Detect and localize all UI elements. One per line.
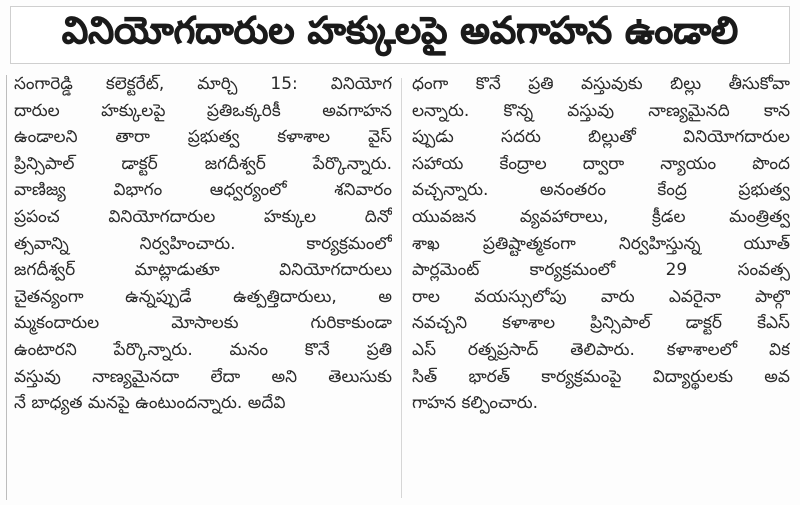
article-line: పార్లమెంట్ కార్యక్రమంలో 29 సంవత్స (412, 260, 790, 281)
article-line: సిత్ భారత్ కార్యక్రమంపై విద్యార్థులకు అవ (412, 366, 790, 387)
article-line: జగదీశ్వర్ మాట్లాడుతూ వినియోగదారులు (14, 260, 392, 281)
article-line: త్సవాన్ని నిర్వహించారు. కార్యక్రమంలో (14, 233, 392, 254)
article-line: లన్నారు. కొన్న వస్తువు నాణ్యమైనది కాన (412, 100, 790, 121)
article-line: వస్తువు నాణ్యమైనదా లేదా అని తెలుసుకు (14, 366, 392, 387)
article-line: ప్పుడు సదరు బిల్లుతో వినియోగదారుల (412, 127, 790, 148)
article-line: ఎస్ రత్నప్రసాద్ తెలిపారు. కళాశాలలో విక (412, 339, 790, 360)
article-line: వచ్చన్నారు. అనంతరం కేంద్ర ప్రభుత్వ (412, 180, 790, 201)
article-line: ప్రపంచ వినియోగదారుల హక్కుల దినో (14, 206, 392, 227)
article-line: సంగారెడ్డి కలెక్టరేట్, మార్చి 15: వినియోగ (14, 74, 392, 94)
article-line: సహాయ కేంద్రాల ద్వారా న్యాయం పొంద (412, 153, 790, 174)
article-line: శాఖ ప్రతిష్టాత్మకంగా నిర్వహిస్తున్న యూత్ (412, 233, 790, 254)
article-line: గాహన కల్పించారు. (412, 393, 539, 414)
article-line: మ్మకందారుల మోసాలకు గురికాకుండా (14, 313, 392, 334)
article-line: యువజన వ్యవహారాలు, క్రీడల మంత్రిత్వ (412, 206, 790, 227)
article-line: చైతన్యంగా ఉన్నప్పుడే ఉత్పత్తిదారులు, అ (14, 286, 392, 307)
article-right-column (412, 71, 790, 417)
left-margin-rule (6, 75, 7, 500)
article-line: ప్రిన్సిపాల్ డాక్టర్ జగదీశ్వర్ పేర్కొన్నారు. (14, 153, 392, 174)
article-line: వాణిజ్య విభాగం ఆధ్వర్యంలో శనివారం (14, 180, 392, 201)
article-left-column (14, 71, 392, 417)
headline-box (10, 6, 790, 64)
article-line: నే బాధ్యత మనపై ఉంటుందన్నారు. అదేవి (14, 393, 286, 414)
article-line: రాల వయస్సులోపు వారు ఎవరైనా పాల్గొ (412, 286, 790, 307)
article-line: దారుల హక్కులపై ప్రతిఒక్కరికీ అవగాహన (14, 100, 392, 121)
article-line: నవచ్చని కళాశాల ప్రిన్సిపాల్ డాక్టర్ కేఎస్ (412, 313, 790, 334)
column-divider (401, 78, 402, 498)
headline: వినియోగదారుల హక్కులపై అవగాహన ఉండాలి (61, 9, 739, 52)
article-line: ధంగా కొనే ప్రతి వస్తువుకు బిల్లు తీసుకోవా (412, 74, 790, 94)
article-line: ఉంటారని పేర్కొన్నారు. మనం కొనే ప్రతి (14, 339, 392, 360)
article-line: ఉండాలని తారా ప్రభుత్వ కళాశాల వైస్ (14, 127, 392, 148)
